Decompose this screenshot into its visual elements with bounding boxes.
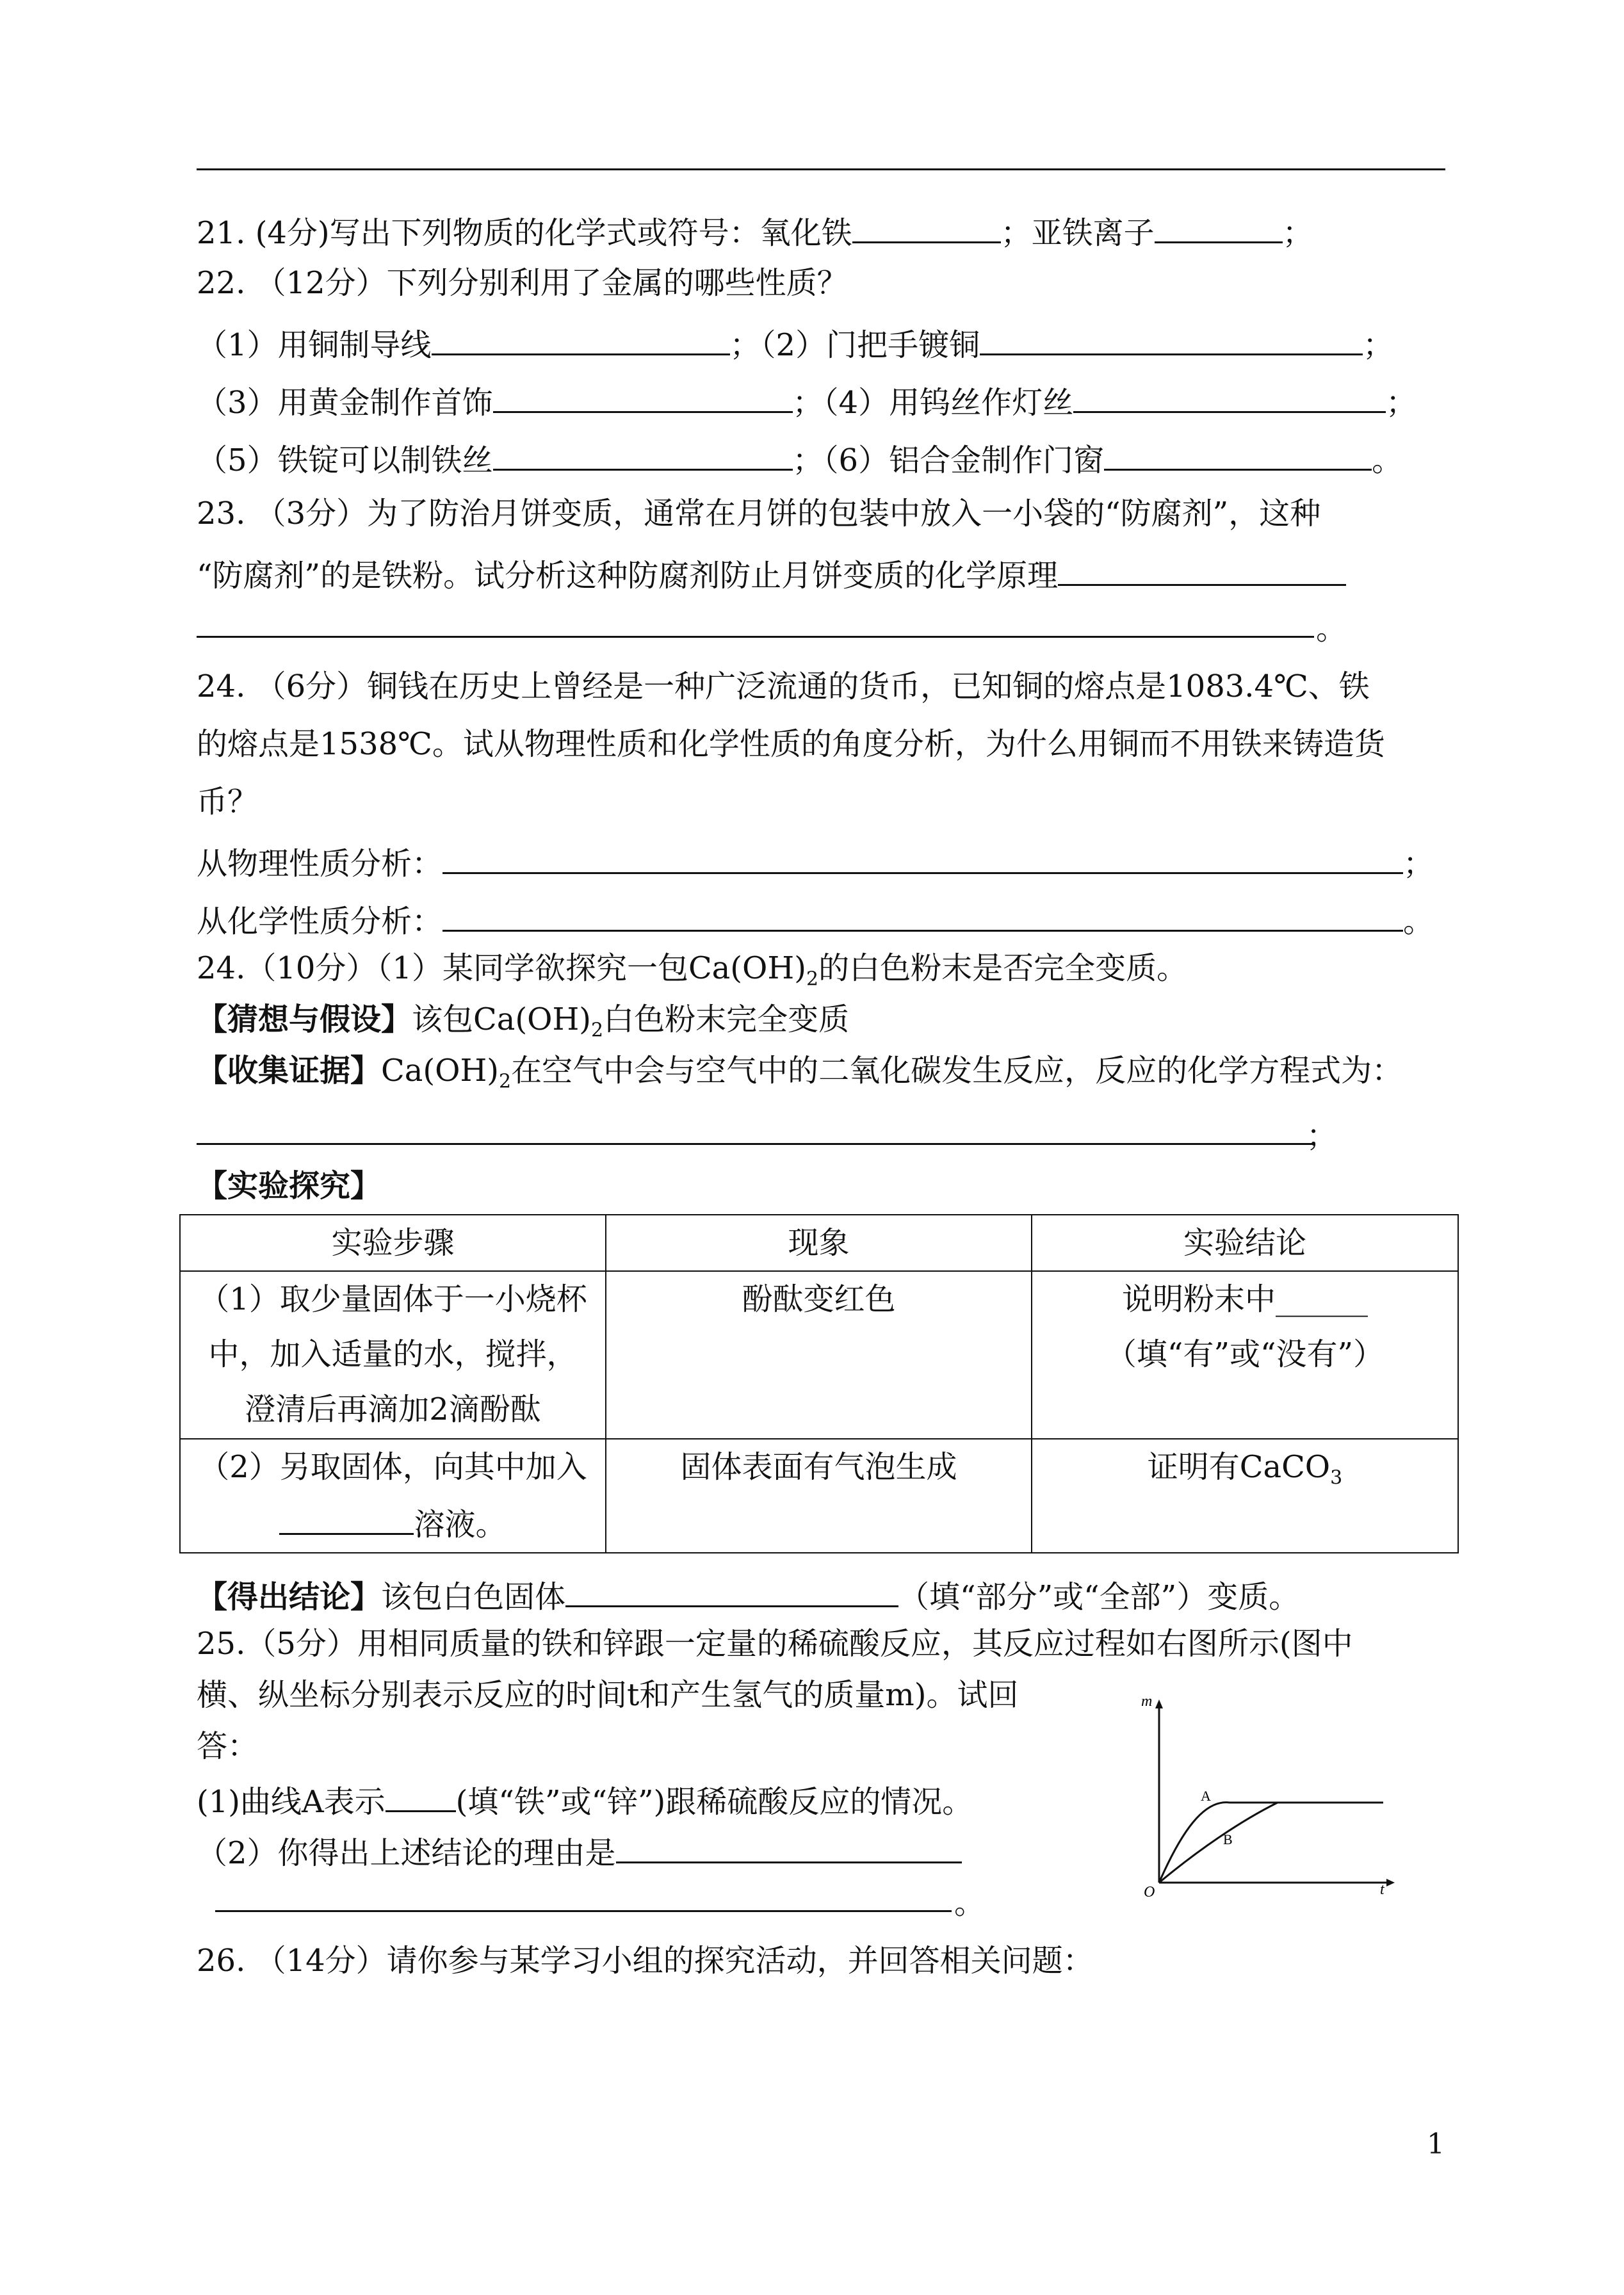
question-24-line-3: 币？ (197, 784, 259, 820)
question-22-row-3: （5）铁锭可以制铁丝 ；（6）铝合金制作门窗 。 (197, 441, 1402, 476)
header-cell: 实验结论 (1032, 1215, 1458, 1271)
hypothesis: 【猜想与假设】该包$Ca(OH)_2$白色粉末完全变质 (197, 1002, 850, 1042)
question-25-line-3: 答： (197, 1728, 259, 1764)
answer-blank[interactable] (432, 325, 730, 355)
step-cell: （1）取少量固体于一小烧杯中，加入适量的水，搅拌，澄清后再滴加2滴酚酞 (180, 1271, 606, 1439)
question-26: 26. （14分）请你参与某学习小组的探究活动，并回答相关问题： (197, 1943, 1094, 1979)
answer-blank[interactable] (980, 325, 1363, 355)
question-24b-line-1: 24.（10分）（1）某同学欲探究一包$Ca(OH)_2$的白色粉末是否完全变质。 (197, 950, 1188, 991)
experiment-heading: 【实验探究】 (197, 1168, 382, 1204)
answer-blank[interactable] (443, 844, 1403, 874)
question-25-part-2: （2）你得出上述结论的理由是 (197, 1833, 962, 1869)
answer-blank[interactable] (279, 1495, 414, 1535)
curve-a-label: A (1201, 1788, 1211, 1804)
reaction-graph (1133, 1691, 1402, 1902)
answer-blank[interactable] (1058, 556, 1346, 586)
question-23-line-1: 23. （3分）为了防治月饼变质，通常在月饼的包装中放入一小袋的“防腐剂”，这种 (197, 496, 1321, 531)
answer-blank[interactable] (565, 1577, 898, 1607)
phenomenon-cell: 酚酞变红色 (606, 1271, 1032, 1439)
equation-answer-line[interactable] (197, 1143, 1314, 1145)
answer-blank[interactable] (1104, 441, 1372, 471)
question-22-stem: 22. （12分）下列分别利用了金属的哪些性质？ (197, 265, 848, 301)
answer-line[interactable] (197, 636, 1314, 638)
answer-blank[interactable] (443, 902, 1403, 932)
answer-blank[interactable] (1073, 383, 1386, 413)
y-axis-label: m (1141, 1693, 1153, 1710)
answer-blank[interactable] (1155, 213, 1283, 243)
question-23-end: 。 (1316, 611, 1347, 647)
origin-label: O (1144, 1884, 1155, 1901)
table-row (180, 1271, 1458, 1439)
x-axis-label: t (1380, 1881, 1384, 1898)
curve-b-label: B (1223, 1831, 1233, 1847)
answer-line[interactable] (215, 1910, 952, 1912)
question-22-row-2: （3）用黄金制作首饰 ；（4）用钨丝作灯丝 ； (197, 383, 1417, 418)
question-21: 21. (4分)写出下列物质的化学式或符号：氧化铁 ；亚铁离子 ； (197, 213, 1313, 248)
question-25-line-2: 横、纵坐标分别表示反应的时间t和产生氢气的质量m)。试回 (197, 1677, 1019, 1713)
chemical-analysis: 从化学性质分析： 。 (197, 902, 1434, 937)
question-22-row-1: （1）用铜制导线 ；（2）门把手镀铜 ； (197, 325, 1393, 361)
table-row (180, 1439, 1458, 1553)
question-24-line-2: 的熔点是1538℃。试从物理性质和化学性质的角度分析，为什么用铜而不用铁来铸造货 (197, 726, 1385, 762)
table-header-row (180, 1215, 1458, 1271)
step-cell: （2）另取固体，向其中加入溶液。 (180, 1439, 606, 1553)
equation-end: ； (1306, 1118, 1338, 1154)
curve-a (1159, 1803, 1383, 1883)
conclusion-cell: 证明有CaCO$_3$ (1032, 1439, 1458, 1553)
question-25-part-1: (1)曲线A表示 (填“铁”或“锌”)跟稀硫酸反应的情况。 (197, 1782, 973, 1817)
physical-analysis: 从物理性质分析： ； (197, 844, 1434, 879)
question-25-line-1: 25.（5分）用相同质量的铁和锌跟一定量的稀硫酸反应，其反应过程如右图所示(图中 (197, 1626, 1353, 1662)
draw-conclusion: 【得出结论】该包白色固体 （填“部分”或“全部”）变质。 (197, 1577, 1299, 1612)
answer-blank[interactable] (493, 383, 793, 413)
x-axis-arrow (1386, 1879, 1395, 1886)
conclusion-cell: 说明粉末中______（填“有”或“没有”） (1032, 1271, 1458, 1439)
experiment-table (179, 1214, 1459, 1553)
y-axis-arrow (1155, 1699, 1163, 1708)
header-cell: 实验步骤 (180, 1215, 606, 1271)
answer-blank[interactable] (852, 213, 1001, 243)
question-25-end: 。 (954, 1885, 986, 1921)
question-23-line-2: “防腐剂”的是铁粉。试分析这种防腐剂防止月饼变质的化学原理 (197, 556, 1346, 591)
question-24-line-1: 24. （6分）铜钱在历史上曾经是一种广泛流通的货币，已知铜的熔点是1083.4℃、铁 (197, 669, 1370, 704)
header-rule (197, 168, 1445, 170)
answer-blank[interactable] (493, 441, 793, 471)
answer-blank[interactable] (616, 1833, 962, 1863)
answer-blank[interactable] (386, 1782, 456, 1812)
page-number: 1 (1427, 2128, 1445, 2161)
collect-evidence: 【收集证据】$Ca(OH)_2$在空气中会与空气中的二氧化碳发生反应，反应的化学方程式为： (197, 1053, 1403, 1093)
header-cell: 现象 (606, 1215, 1032, 1271)
phenomenon-cell: 固体表面有气泡生成 (606, 1439, 1032, 1553)
curve-b (1159, 1803, 1278, 1883)
